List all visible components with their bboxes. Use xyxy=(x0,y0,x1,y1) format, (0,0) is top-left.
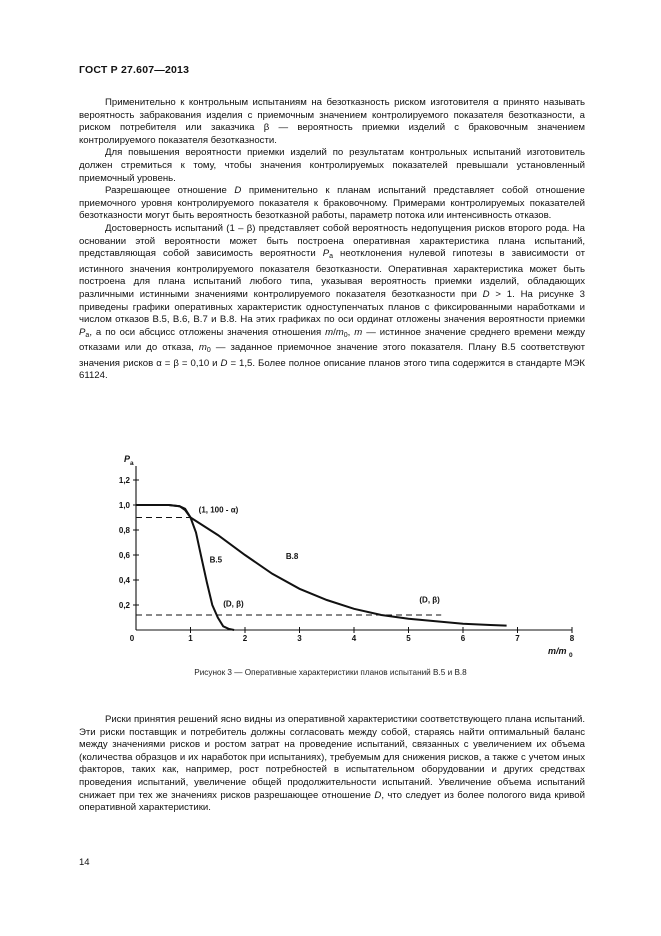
x-tick-label: 8 xyxy=(569,634,575,643)
paragraph: Достоверность испытаний (1 – β) представляет собой вероятность недопущения рисков второго рода. На основании этой вероятности может быть построена оперативная характеристика плана испытаний, представляющая собой зависимость вероятности $P_a$ неотклонения нулевой гипотезы в зависимости от истинного значения контролируемого показателя безотказности. Оперативная характеристика может быть построена для плана испытаний любого типа, указывая вероятность приемки изделий, обладающих различными истинными значениями контролируемого показателя безотказности при D > 1. На рисунке 3 приведены графики оперативных характеристик одноступенчатых планов с фиксированными наработками и числом отказов В.5, В.6, В.7 и В.8. На этих графиках по оси ординат отложены значения вероятности приемки $P_a$, а по оси абсцисс отложены значения отношения $m/m_0$, m — истинное значение среднего времени между отказами или до отказа, $m_0$ — заданное приемочное значение этого показателя. Плану В.5 соответствуют значения рисков α = β = 0,10 и D = 1,5. Более полное описание планов этого типа содержится в стандарте МЭК 61124. xyxy=(79,222,585,382)
annotation-label: (D, β) xyxy=(223,599,244,609)
page-number: 14 xyxy=(79,857,90,868)
x-tick-label: 3 xyxy=(297,634,302,643)
paragraph: Применительно к контрольным испытаниям на безотказность риском изготовителя α принято называть вероятность забракования изделия с приемочным значением контролируемого показателя безотказности, а риском потребителя или заказчика β — вероятность приемки изделий с браковочным значением контролируемого показателя безотказности. xyxy=(79,97,585,146)
x-axis-label: m/m xyxy=(548,646,567,656)
annotation-label: В.8 xyxy=(285,551,299,561)
paragraph: Разрешающее отношение D применительно к планам испытаний представляет собой отношение приемочного уровня контролируемого показателя к браковочному. Примерами контролируемых показателей безотказности могут быть вероятность безотказной работы, параметр потока или интенсивность отказов. xyxy=(79,185,585,222)
body-text-bottom xyxy=(79,714,585,815)
annotation-label: В.5 xyxy=(209,555,223,565)
y-tick-label: 0,6 xyxy=(118,551,130,560)
x-axis-label-sub: 0 xyxy=(569,652,573,659)
annotation-label: (D, β) xyxy=(419,595,440,605)
x-tick-label: 5 xyxy=(406,634,411,643)
y-tick-label: 0,8 xyxy=(118,526,130,535)
y-tick-label: 1,2 xyxy=(118,476,130,485)
y-tick-label: 1,0 xyxy=(118,501,130,510)
y-tick-label: 0,2 xyxy=(118,601,130,610)
x-tick-label: 1 xyxy=(188,634,193,643)
figure-caption: Рисунок 3 — Оперативные характеристики планов испытаний В.5 и В.8 xyxy=(194,668,467,677)
standard-code: ГОСТ Р 27.607—2013 xyxy=(79,64,190,76)
x-tick-label: 4 xyxy=(351,634,357,643)
series-line-В.5 xyxy=(136,505,234,630)
paragraph: Риски принятия решений ясно видны из оперативной характеристики соответствующего плана испытаний. Эти риски поставщик и потребитель должны согласовать между собой, стараясь найти оптимальный баланс между значениями рисков и ростом затрат на проведение испытаний, связанных с увеличением их объема (количества образцов и их наработок при испытаниях), требуемым для снижения рисков, а также с учетом иных факторов, таких как, например, рост потребностей в испытательном оборудовании и других средствах проведения испытаний, увеличение общей продолжительности испытаний. Увеличение объема испытаний снижает при тех же значениях рисков разрешающее отношение D, что следует из более пологого вида кривой оперативной характеристики. xyxy=(79,714,585,814)
x-tick-label: 6 xyxy=(460,634,466,643)
body-text-top xyxy=(79,97,585,383)
y-axis-label: P xyxy=(124,454,131,464)
y-tick-label: 0,4 xyxy=(118,576,130,585)
operating-characteristic-chart xyxy=(96,450,586,660)
y-axis-label-sub: a xyxy=(130,460,134,467)
x-tick-label: 2 xyxy=(242,634,248,643)
x-tick-label: 0 xyxy=(129,634,135,643)
annotation-label: (1, 100 - α) xyxy=(198,505,239,515)
x-tick-label: 7 xyxy=(515,634,520,643)
paragraph: Для повышения вероятности приемки изделий по результатам контрольных испытаний изготовитель должен стремиться к тому, чтобы значения контролируемых показателей превышали установленный приемочный уровень. xyxy=(79,147,585,184)
